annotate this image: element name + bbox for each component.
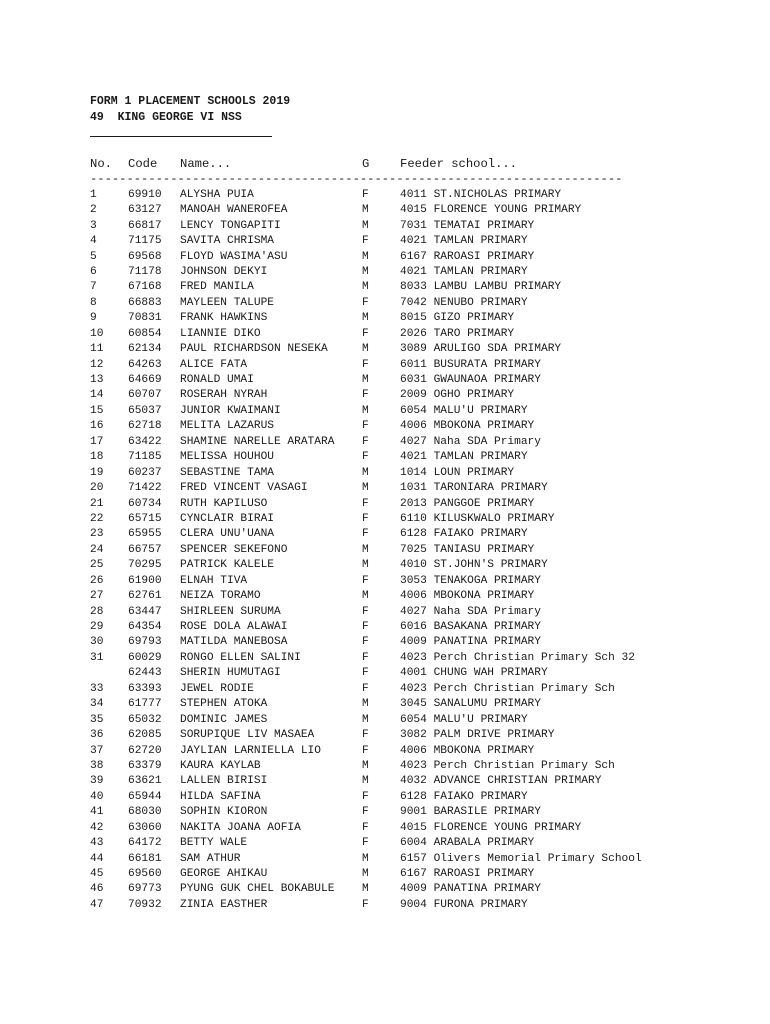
table-row [90,651,760,666]
table-row [90,836,760,851]
student-name: FLOYD WASIMA'ASU [180,250,288,263]
student-code: 70932 [128,898,162,911]
feeder-school: 4032 ADVANCE CHRISTIAN PRIMARY [400,775,602,788]
row-number: 20 [90,482,104,495]
table-row [90,188,760,203]
student-gender: M [362,204,369,217]
student-gender: M [362,281,369,294]
table-row [90,558,760,573]
student-name: PYUNG GUK CHEL BOKABULE [180,883,335,896]
feeder-school: 4023 Perch Christian Primary Sch 32 [400,651,635,664]
student-name: JAYLIAN LARNIELLA LIO [180,744,321,757]
feeder-school: 3045 SANALUMU PRIMARY [400,698,541,711]
table-row [90,203,760,218]
student-code: 61900 [128,574,162,587]
student-gender: F [362,235,369,248]
student-name: ELNAH TIVA [180,574,248,587]
student-name: LALLEN BIRISI [180,775,268,788]
feeder-school: 6004 ARABALA PRIMARY [400,837,535,850]
feeder-school: 6016 BASAKANA PRIMARY [400,621,541,634]
table-row [90,404,760,419]
feeder-school: 7025 TANIASU PRIMARY [400,543,535,556]
table-row [90,419,760,434]
table-row [90,481,760,496]
student-gender: M [362,698,369,711]
table-row [90,589,760,604]
table-row [90,342,760,357]
feeder-school: 6031 GWAUNAOA PRIMARY [400,374,541,387]
student-name: CYNCLAIR BIRAI [180,512,274,525]
table-row [90,666,760,681]
student-code: 70295 [128,559,162,572]
feeder-school: 4023 Perch Christian Primary Sch [400,682,615,695]
feeder-school: 4010 ST.JOHN'S PRIMARY [400,559,548,572]
feeder-school: 4006 MBOKONA PRIMARY [400,420,535,433]
row-number: 10 [90,327,104,340]
feeder-school: 4021 TAMLAN PRIMARY [400,235,528,248]
row-number: 35 [90,713,104,726]
table-row [90,574,760,589]
feeder-school: 1031 TARONIARA PRIMARY [400,482,548,495]
student-gender: F [362,729,369,742]
feeder-school: 1014 LOUN PRIMARY [400,466,515,479]
table-row [90,852,760,867]
column-headers [90,157,760,172]
row-number: 41 [90,806,104,819]
student-name: MELITA LAZARUS [180,420,274,433]
student-gender: F [362,497,369,510]
feeder-school: 2026 TARO PRIMARY [400,327,515,340]
student-code: 66817 [128,219,162,232]
column-header-gender: G [362,157,370,171]
student-gender: F [362,296,369,309]
student-code: 71185 [128,451,162,464]
row-number: 44 [90,852,104,865]
student-gender: F [362,651,369,664]
table-row [90,744,760,759]
row-number: 23 [90,528,104,541]
title-underline [90,136,272,137]
student-gender: M [362,343,369,356]
feeder-school: 3082 PALM DRIVE PRIMARY [400,729,555,742]
feeder-school: 2009 OGHO PRIMARY [400,389,515,402]
student-code: 62720 [128,744,162,757]
student-gender: M [362,883,369,896]
table-row [90,512,760,527]
student-name: SHIRLEEN SURUMA [180,605,281,618]
student-gender: M [362,265,369,278]
student-gender: F [362,605,369,618]
student-code: 63060 [128,821,162,834]
student-code: 60734 [128,497,162,510]
student-code: 69568 [128,250,162,263]
table-row [90,759,760,774]
student-name: JOHNSON DEKYI [180,265,268,278]
row-number: 14 [90,389,104,402]
row-number: 17 [90,435,104,448]
student-name: LENCY TONGAPITI [180,219,281,232]
student-code: 71175 [128,235,162,248]
row-number: 26 [90,574,104,587]
student-gender: M [362,374,369,387]
student-gender: F [362,188,369,201]
column-header-no: No. [90,157,112,171]
feeder-school: 4015 FLORENCE YOUNG PRIMARY [400,204,582,217]
row-number: 28 [90,605,104,618]
student-code: 62718 [128,420,162,433]
column-header-feeder: Feeder school... [400,157,518,171]
student-code: 65037 [128,404,162,417]
feeder-school: 6128 FAIAKO PRIMARY [400,528,528,541]
student-code: 66181 [128,852,162,865]
table-row [90,466,760,481]
student-gender: M [362,713,369,726]
student-gender: M [362,590,369,603]
student-name: FRANK HAWKINS [180,312,268,325]
feeder-school: 3053 TENAKOGA PRIMARY [400,574,541,587]
table-row [90,898,760,913]
student-gender: F [362,790,369,803]
table-row [90,774,760,789]
feeder-school: 4015 FLORENCE YOUNG PRIMARY [400,821,582,834]
student-code: 67168 [128,281,162,294]
student-code: 63422 [128,435,162,448]
student-code: 62085 [128,729,162,742]
student-name: PAUL RICHARDSON NESEKA [180,343,328,356]
student-code: 63621 [128,775,162,788]
student-code: 60707 [128,389,162,402]
row-number: 34 [90,698,104,711]
student-code: 60854 [128,327,162,340]
table-row [90,327,760,342]
student-list [90,188,760,914]
student-gender: M [362,543,369,556]
row-number: 42 [90,821,104,834]
row-number: 40 [90,790,104,803]
feeder-school: 4021 TAMLAN PRIMARY [400,451,528,464]
student-code: 69910 [128,188,162,201]
student-name: ALICE FATA [180,358,248,371]
table-row [90,219,760,234]
feeder-school: 6011 BUSURATA PRIMARY [400,358,541,371]
table-row [90,805,760,820]
row-number: 33 [90,682,104,695]
feeder-school: 8033 LAMBU LAMBU PRIMARY [400,281,562,294]
table-row [90,250,760,265]
student-gender: F [362,636,369,649]
student-gender: M [362,559,369,572]
student-name: JEWEL RODIE [180,682,254,695]
feeder-school: 6167 RAROASI PRIMARY [400,250,535,263]
student-code: 70831 [128,312,162,325]
student-name: SEBASTINE TAMA [180,466,274,479]
student-gender: M [362,219,369,232]
student-gender: F [362,574,369,587]
row-number: 11 [90,343,104,356]
row-number: 24 [90,543,104,556]
feeder-school: 4021 TAMLAN PRIMARY [400,265,528,278]
row-number: 30 [90,636,104,649]
student-code: 64669 [128,374,162,387]
student-name: DOMINIC JAMES [180,713,268,726]
table-row [90,682,760,697]
student-name: SHERIN HUMUTAGI [180,667,281,680]
student-code: 69793 [128,636,162,649]
table-row [90,620,760,635]
row-number: 27 [90,590,104,603]
student-name: SORUPIQUE LIV MASAEA [180,729,315,742]
column-header-name: Name... [180,157,232,171]
row-number: 22 [90,512,104,525]
student-name: SPENCER SEKEFONO [180,543,288,556]
table-row [90,435,760,450]
student-code: 66883 [128,296,162,309]
table-row [90,713,760,728]
row-number: 36 [90,729,104,742]
feeder-school: 6110 KILUSKWALO PRIMARY [400,512,555,525]
student-code: 65955 [128,528,162,541]
row-number: 37 [90,744,104,757]
student-name: GEORGE AHIKAU [180,868,268,881]
student-code: 65032 [128,713,162,726]
feeder-school: 4001 CHUNG WAH PRIMARY [400,667,548,680]
table-row [90,265,760,280]
row-number: 38 [90,759,104,772]
student-name: RONALD UMAI [180,374,254,387]
student-gender: M [362,466,369,479]
student-name: LIANNIE DIKO [180,327,261,340]
feeder-school: 9001 BARASILE PRIMARY [400,806,541,819]
student-code: 61777 [128,698,162,711]
student-name: SHAMINE NARELLE ARATARA [180,435,335,448]
table-row [90,882,760,897]
column-header-code: Code [128,157,158,171]
student-code: 62443 [128,667,162,680]
student-gender: F [362,821,369,834]
row-number: 15 [90,404,104,417]
feeder-school: 7031 TEMATAI PRIMARY [400,219,535,232]
student-code: 64354 [128,621,162,634]
student-name: MELISSA HOUHOU [180,451,274,464]
student-gender: F [362,420,369,433]
student-code: 60237 [128,466,162,479]
student-gender: F [362,528,369,541]
student-gender: F [362,451,369,464]
row-number: 43 [90,837,104,850]
row-number: 25 [90,559,104,572]
student-name: ALYSHA PUIA [180,188,254,201]
table-row [90,388,760,403]
row-number: 3 [90,219,97,232]
table-row [90,497,760,512]
row-number: 5 [90,250,97,263]
table-row [90,358,760,373]
student-gender: M [362,775,369,788]
student-code: 65715 [128,512,162,525]
student-gender: F [362,682,369,695]
feeder-school: 4027 Naha SDA Primary [400,605,541,618]
student-code: 62134 [128,343,162,356]
row-number: 31 [90,651,104,664]
student-gender: M [362,312,369,325]
feeder-school: 7042 NENUBO PRIMARY [400,296,528,309]
student-gender: F [362,837,369,850]
student-name: RONGO ELLEN SALINI [180,651,301,664]
table-row [90,697,760,712]
student-name: MATILDA MANEBOSA [180,636,288,649]
student-code: 68030 [128,806,162,819]
feeder-school: 3089 ARULIGO SDA PRIMARY [400,343,562,356]
row-number: 9 [90,312,97,325]
feeder-school: 4011 ST.NICHOLAS PRIMARY [400,188,562,201]
student-gender: F [362,327,369,340]
student-gender: F [362,667,369,680]
student-code: 71422 [128,482,162,495]
student-code: 63127 [128,204,162,217]
student-code: 71178 [128,265,162,278]
school-heading: 49 KING GEORGE VI NSS [90,111,242,124]
student-name: STEPHEN ATOKA [180,698,268,711]
student-code: 60029 [128,651,162,664]
table-row [90,234,760,249]
student-name: PATRICK KALELE [180,559,274,572]
feeder-school: 6157 Olivers Memorial Primary School [400,852,642,865]
student-name: BETTY WALE [180,837,248,850]
row-number: 7 [90,281,97,294]
document-page [90,94,760,913]
table-row [90,311,760,326]
student-name: MAYLEEN TALUPE [180,296,274,309]
row-number: 6 [90,265,97,278]
student-name: FRED MANILA [180,281,254,294]
student-code: 64172 [128,837,162,850]
student-code: 65944 [128,790,162,803]
row-number: 1 [90,188,97,201]
student-name: KAURA KAYLAB [180,759,261,772]
table-row [90,821,760,836]
student-code: 63447 [128,605,162,618]
feeder-school: 4023 Perch Christian Primary Sch [400,759,615,772]
table-row [90,867,760,882]
row-number: 4 [90,235,97,248]
student-gender: M [362,868,369,881]
student-gender: F [362,898,369,911]
row-number: 21 [90,497,104,510]
table-row [90,373,760,388]
row-number: 2 [90,204,97,217]
document-title: FORM 1 PLACEMENT SCHOOLS 2019 [90,95,291,108]
student-gender: M [362,852,369,865]
row-number: 8 [90,296,97,309]
row-number: 46 [90,883,104,896]
table-row [90,728,760,743]
table-row [90,790,760,805]
student-name: SOPHIN KIORON [180,806,268,819]
student-name: ROSE DOLA ALAWAI [180,621,288,634]
student-code: 69773 [128,883,162,896]
student-name: ROSERAH NYRAH [180,389,268,402]
table-row [90,527,760,542]
feeder-school: 2013 PANGGOE PRIMARY [400,497,535,510]
student-gender: M [362,250,369,263]
table-row [90,296,760,311]
student-name: HILDA SAFINA [180,790,261,803]
student-gender: F [362,435,369,448]
row-number: 16 [90,420,104,433]
student-gender: M [362,482,369,495]
student-name: RUTH KAPILUSO [180,497,268,510]
student-name: MANOAH WANEROFEA [180,204,288,217]
feeder-school: 8015 GIZO PRIMARY [400,312,515,325]
feeder-school: 4009 PANATINA PRIMARY [400,883,541,896]
feeder-school: 9004 FURONA PRIMARY [400,898,528,911]
student-name: SAM ATHUR [180,852,241,865]
student-gender: F [362,389,369,402]
feeder-school: 6167 RAROASI PRIMARY [400,868,535,881]
table-row [90,450,760,465]
row-number: 47 [90,898,104,911]
feeder-school: 6128 FAIAKO PRIMARY [400,790,528,803]
student-gender: F [362,358,369,371]
row-number: 29 [90,621,104,634]
feeder-school: 6054 MALU'U PRIMARY [400,404,528,417]
student-name: NAKITA JOANA AOFIA [180,821,301,834]
feeder-school: 6054 MALU'U PRIMARY [400,713,528,726]
student-gender: F [362,621,369,634]
row-number: 19 [90,466,104,479]
student-code: 63393 [128,682,162,695]
student-code: 63379 [128,759,162,772]
feeder-school: 4027 Naha SDA Primary [400,435,541,448]
student-code: 69560 [128,868,162,881]
feeder-school: 4009 PANATINA PRIMARY [400,636,541,649]
student-gender: F [362,806,369,819]
student-gender: M [362,404,369,417]
student-gender: F [362,744,369,757]
student-gender: F [362,512,369,525]
student-name: SAVITA CHRISMA [180,235,274,248]
student-code: 62761 [128,590,162,603]
row-number: 18 [90,451,104,464]
feeder-school: 4006 MBOKONA PRIMARY [400,744,535,757]
student-name: FRED VINCENT VASAGI [180,482,308,495]
row-number: 45 [90,868,104,881]
row-number: 12 [90,358,104,371]
student-name: ZINIA EASTHER [180,898,268,911]
row-number: 39 [90,775,104,788]
student-gender: M [362,759,369,772]
table-row [90,280,760,295]
student-name: NEIZA TORAMO [180,590,261,603]
table-row [90,635,760,650]
header-separator: ------------------------------------------------------------------------- [90,172,623,187]
row-number: 13 [90,374,104,387]
student-code: 64263 [128,358,162,371]
feeder-school: 4006 MBOKONA PRIMARY [400,590,535,603]
student-name: CLERA UNU'UANA [180,528,274,541]
table-row [90,605,760,620]
student-code: 66757 [128,543,162,556]
table-row [90,543,760,558]
student-name: JUNIOR KWAIMANI [180,404,281,417]
